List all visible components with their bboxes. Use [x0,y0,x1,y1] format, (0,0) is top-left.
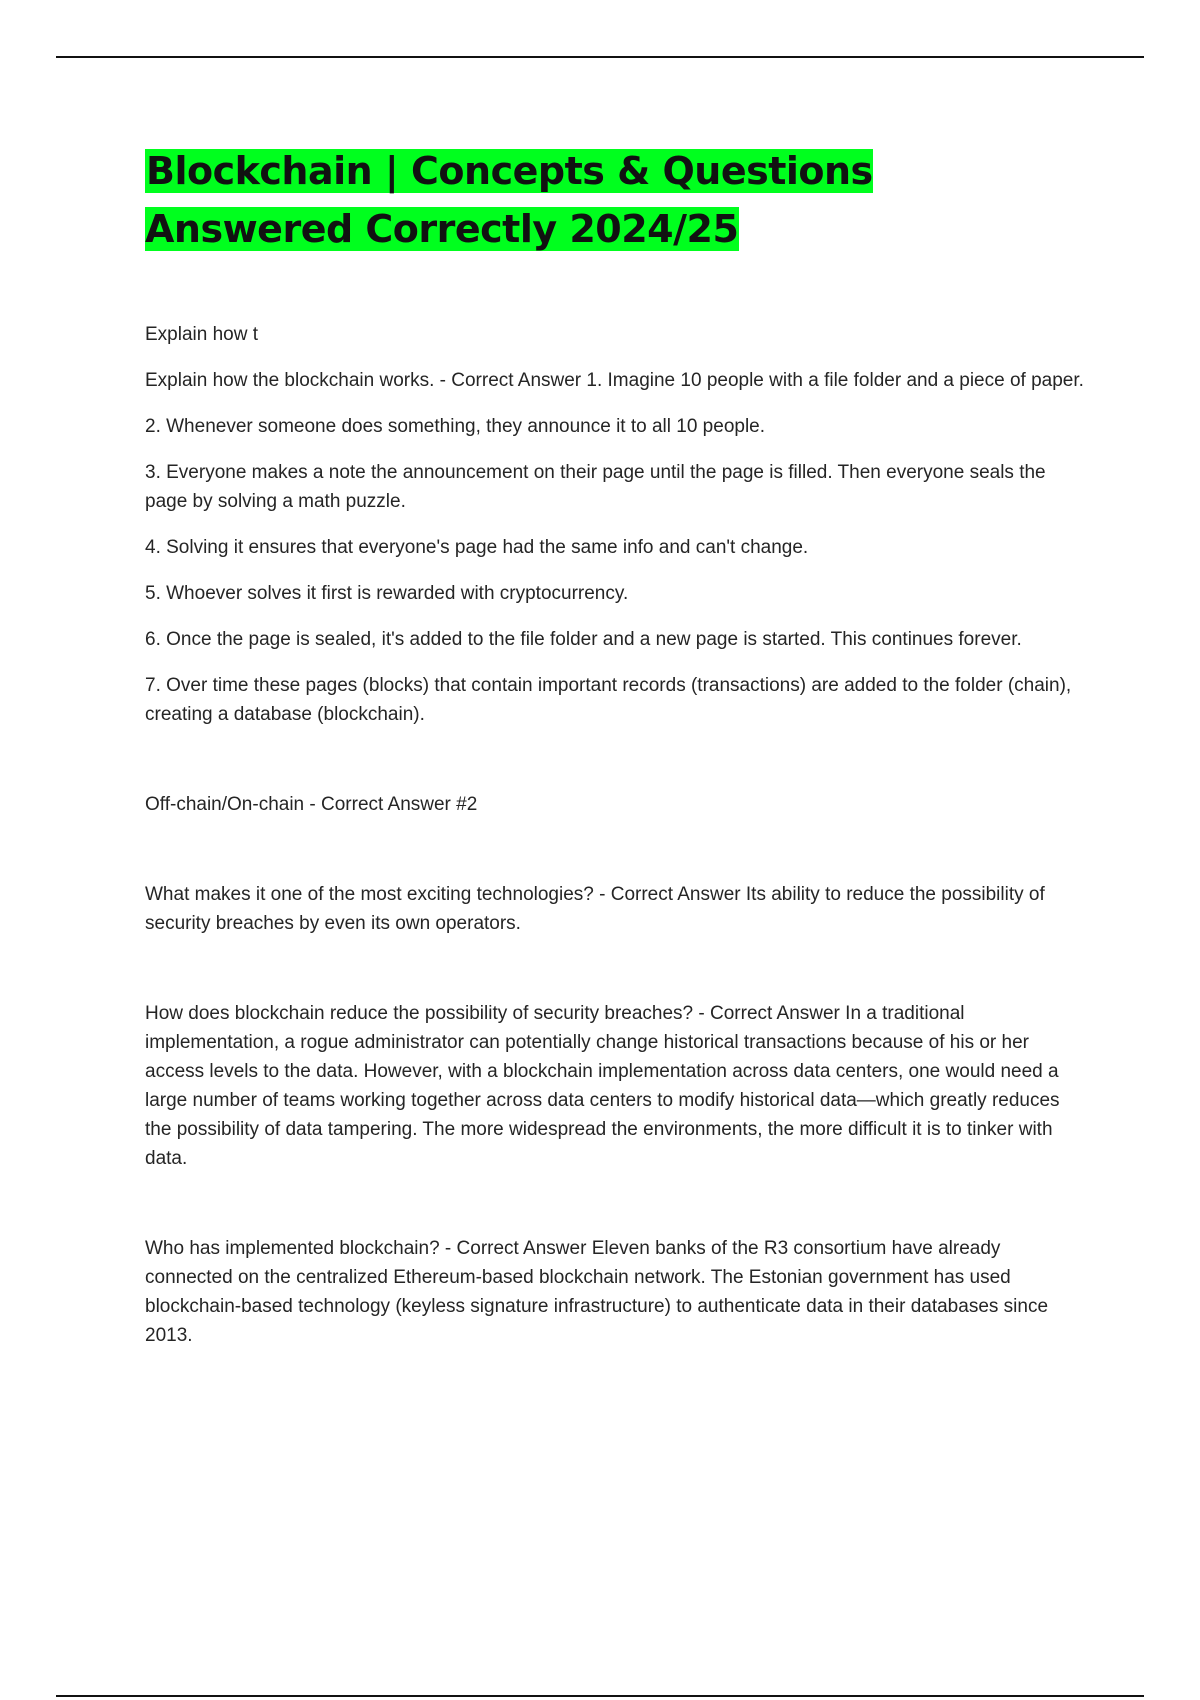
step-3: 3. Everyone makes a note the announcement on their page until the page is filled. Then everyone seals the page by solving a math puzzle. [145,462,1046,512]
document-content [145,142,1090,1350]
top-divider [56,56,1144,58]
qa-who-implemented: Who has implemented blockchain? - Correct Answer Eleven banks of the R3 consortium have already connected on the centralized Ethereum-based blockchain network. The Estonian government has used blockchain-based technology (keyless signature infrastructure) to authenticate data in their databases since 2013. [145,1238,1049,1346]
bottom-divider [56,1695,1144,1697]
qa-security-breaches: How does blockchain reduce the possibility of security breaches? - Correct Answer In a traditional implementation, a rogue administrator can potentially change historical transactions because of his or her access levels to the data. However, with a blockchain implementation across data centers, one would need a large number of teams working together across data centers to modify historical data—which greatly reduces the possibility of data tampering. The more widespread the environments, the more difficult it is to tinker with data. [145,1003,1060,1169]
document-body [145,320,1090,1350]
paragraph-fragment: Explain how t [145,324,259,345]
qa-exciting-technology: What makes it one of the most exciting technologies? - Correct Answer Its ability to reduce the possibility of security breaches by even its own operators. [145,884,1045,934]
step-5: 5. Whoever solves it first is rewarded with cryptocurrency. [145,583,629,604]
qa-off-chain-on-chain: Off-chain/On-chain - Correct Answer #2 [145,794,478,815]
title-highlight: Blockchain | Concepts & Questions Answered Correctly 2024/25 [145,149,873,251]
step-4: 4. Solving it ensures that everyone's page had the same info and can't change. [145,537,809,558]
step-2: 2. Whenever someone does something, they announce it to all 10 people. [145,416,766,437]
document-title [145,142,1090,258]
step-7: 7. Over time these pages (blocks) that contain important records (transactions) are added to the folder (chain), creating a database (blockchain). [145,675,1072,725]
qa-blockchain-works: Explain how the blockchain works. - Correct Answer 1. Imagine 10 people with a file folder and a piece of paper. [145,370,1084,391]
step-6: 6. Once the page is sealed, it's added to the file folder and a new page is started. This continues forever. [145,629,1022,650]
